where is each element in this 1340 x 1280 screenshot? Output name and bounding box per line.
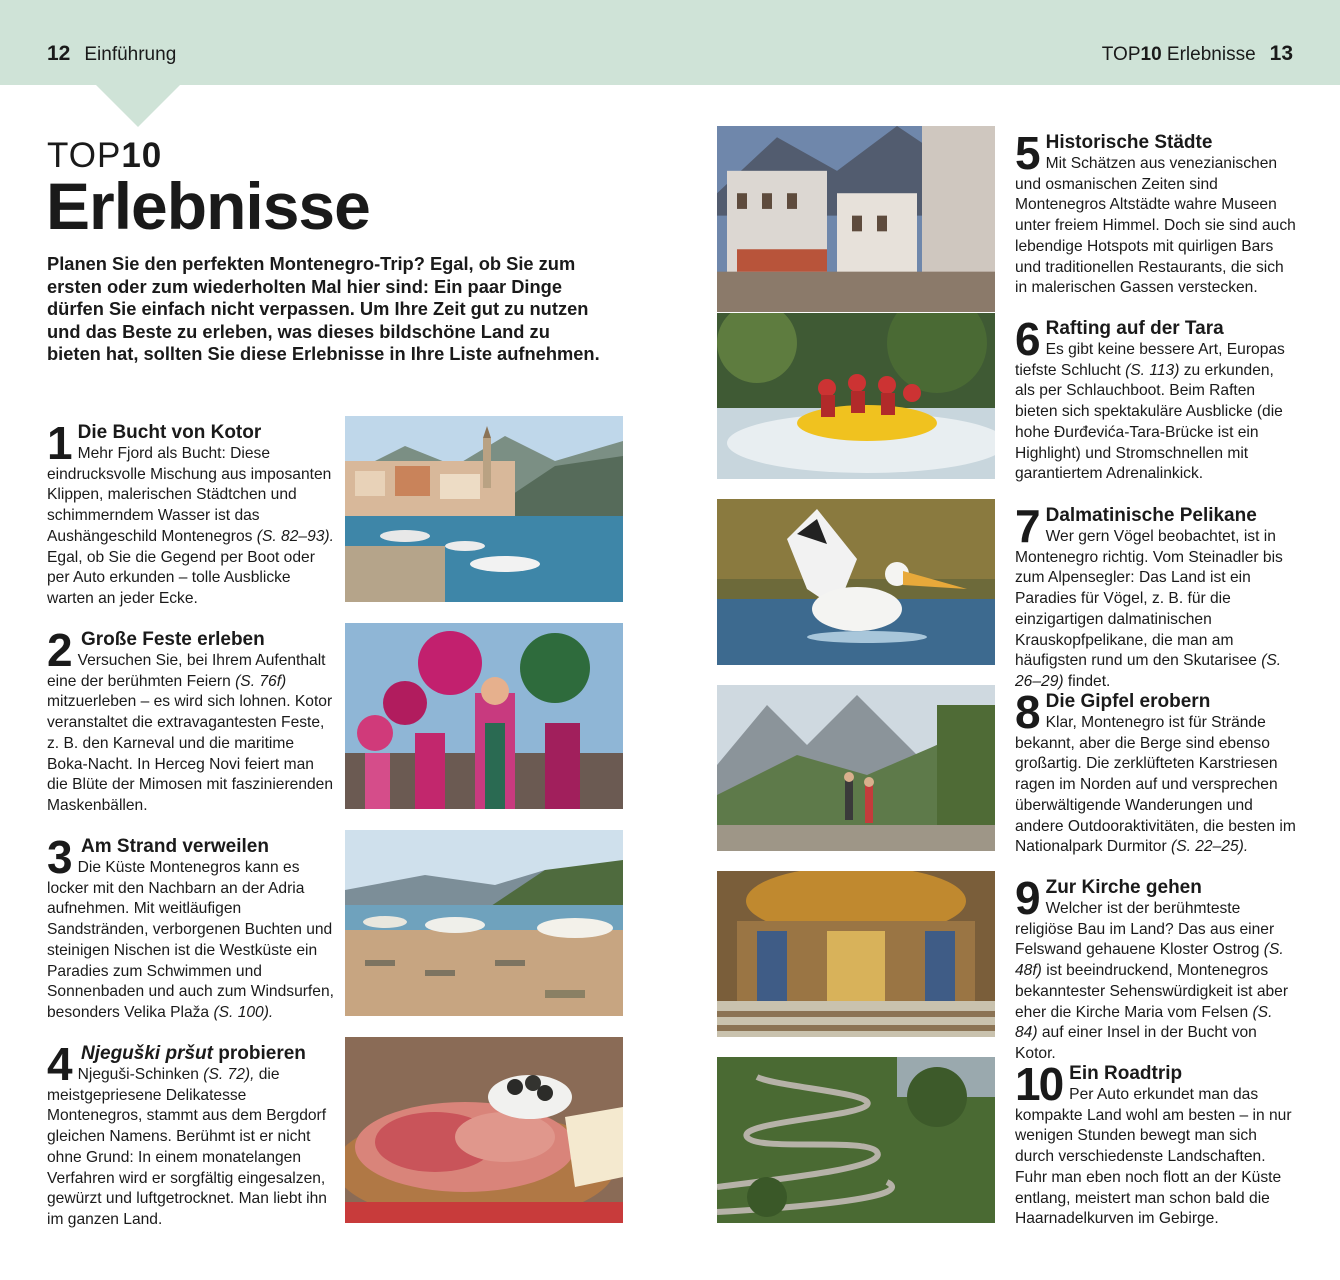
right-section-top: TOP: [1101, 44, 1141, 65]
rafting-photo: [717, 313, 995, 479]
entry-text: Welcher ist der berühmteste religiöse Bau im Land? Das aus einer Felswand gehauene Kloster Ostrog: [1015, 900, 1275, 959]
entry-title: [81, 1043, 337, 1065]
entry-number: 2: [47, 624, 71, 676]
page-reference-2: (S. 84): [1015, 1003, 1273, 1042]
entry-number: 3: [47, 831, 71, 883]
page-reference: (S. 82–93).: [256, 527, 334, 545]
intro-paragraph: Planen Sie den perfekten Montenegro-Trip? Egal, ob Sie zum ersten oder zum wiederholten Mal hier sind: Ein paar Dinge dürfen Sie einfach nicht verpassen. Um Ihre Zeit gut zu nutzen und das Beste zu erleben, was dieses bildschöne Land zu bieten hat, sollten Sie diese Erlebnisse in Ihre Liste aufnehmen.: [47, 253, 600, 365]
left-page-number: 12: [47, 42, 71, 65]
right-section-rest: Erlebnisse: [1161, 44, 1256, 65]
entry-text: Mit Schätzen aus venezianischen und osmanischen Zeiten sind Montenegros Altstädte wahre Museen unter freiem Himmel. Doch sie sind auch lebendige Hotspots mit quirligen Bars und traditionellen Restaurants, die sich in malerischen Gassen verstecken.: [1015, 155, 1296, 297]
entry-title: Rafting auf der Tara: [1045, 318, 1224, 339]
entry-title: Zur Kirche gehen: [1045, 877, 1202, 898]
entry-1: [47, 417, 337, 610]
entry-title: Die Bucht von Kotor: [77, 422, 262, 443]
entry-title: Am Strand verweilen: [81, 836, 269, 857]
entry-number: 4: [47, 1038, 71, 1090]
entry-8: [1015, 686, 1297, 858]
entry-7: [1015, 500, 1297, 693]
entry-title: Dalmatinische Pelikane: [1045, 505, 1257, 526]
entry-number: 5: [1015, 127, 1039, 179]
serpentine-road-photo: [717, 1057, 995, 1223]
entry-number: 7: [1015, 500, 1039, 552]
church-interior-photo: [717, 871, 995, 1037]
right-page-number: 13: [1269, 42, 1293, 65]
festival-photo: [345, 623, 623, 809]
entry-number: 10: [1015, 1058, 1063, 1110]
entry-6: [1015, 313, 1297, 485]
entry-10: [1015, 1058, 1297, 1230]
left-section-label: Einführung: [84, 44, 177, 65]
kicker-top: TOP: [47, 136, 122, 175]
entry-3: [47, 831, 337, 1024]
header-pointer: [96, 85, 180, 127]
entry-title: Große Feste erleben: [81, 629, 265, 650]
page-reference: (S. 100).: [213, 1003, 274, 1021]
entry-text-cont: ist beeindruckend, Montenegros bekanntester Sehenswürdigkeit ist aber eher die Kirche Maria vom Felsen: [1015, 962, 1289, 1021]
entry-number: 8: [1015, 686, 1039, 738]
page-reference: (S. 72),: [203, 1066, 255, 1083]
entry-text: Njeguši-Schinken: [77, 1066, 204, 1083]
left-page-header: [47, 42, 176, 66]
page-title: Erlebnisse: [46, 169, 370, 243]
kicker-ten: 10: [121, 136, 163, 175]
entry-text: Versuchen Sie, bei Ihrem Aufenthalt eine der berühmten Feiern: [47, 652, 326, 690]
pelican-photo: [717, 499, 995, 665]
page-reference: (S. 76f): [235, 672, 287, 690]
entry-2: [47, 624, 337, 817]
entry-text: Mehr Fjord als Bucht: Diese eindrucksvolle Mischung aus imposanten Klippen, malerischen Städtchen und schimmerndem Wasser ist das Aushängeschild Montenegros: [47, 445, 332, 545]
page-reference: (S. 113): [1125, 361, 1180, 379]
entry-number: 9: [1015, 872, 1039, 924]
entry-5: [1015, 127, 1297, 299]
entry-title: Die Gipfel erobern: [1045, 691, 1211, 712]
entry-number: 1: [47, 417, 71, 469]
entry-9: [1015, 872, 1297, 1065]
entry-text-cont: mitzuerleben – es wird sich lohnen. Kotor veranstaltet die extravagantesten Feste, z. B. den Karneval und die maritime Boka-Nacht. In Herceg Novi feiert man die Blüte der Mimosen mit faszinierenden Maskenbällen.: [47, 693, 334, 814]
entry-title: Ein Roadtrip: [1069, 1063, 1183, 1084]
entry-text-cont: findet.: [1063, 672, 1111, 690]
entry-text: Es gibt keine bessere Art, Europas tiefste Schlucht: [1015, 341, 1285, 379]
kotor-bay-photo: [345, 416, 623, 602]
beach-photo: [345, 830, 623, 1016]
entry-text: Klar, Montenegro ist für Strände bekannt, aber die Berge sind ebenso großartig. Die zerklüfteten Karstriesen ragen im Norden auf und versprechen überwältigende Wanderungen und andere Outdooraktivitäten, die besten im Nationalpark Durmitor: [1015, 714, 1296, 856]
entry-text-cont: zu erkunden, als per Schlauchboot. Beim Raften bieten sich spektakuläre Ausblicke (die hohe Đurđevića-Tara-Brücke ist ein Highlight) und Stromschnellen mit garantiertem Adrenalinkick.: [1015, 361, 1283, 483]
entry-text: Die Küste Montenegros kann es locker mit den Nachbarn an der Adria aufnehmen. Mit weitläufigen Sandstränden, verborgenen Buchten und steinigen Nischen ist die Westküste ein Paradies zum Schwimmen und Sonnenbaden und auch zum Windsurfen, besonders Velika Plaža: [47, 859, 334, 1021]
old-town-photo: [717, 126, 995, 312]
entry-text: Wer gern Vögel beobachtet, ist in Montenegro richtig. Vom Steinadler bis zum Alpensegler: Das Land ist ein Paradies für Vögel, z. B. für die einzigartigen dalmatinischen Krauskopfpelikane, die man am häufigsten rund um den Skutarisee: [1015, 528, 1283, 670]
right-page-header: [1102, 42, 1293, 66]
entry-4: [47, 1038, 337, 1231]
entry-title: Historische Städte: [1045, 132, 1213, 153]
entry-text-cont: Egal, ob Sie die Gegend per Boot oder per Auto erkunden – tolle Ausblicke warten an jeder Ecke.: [47, 548, 315, 607]
page-reference: (S. 48f): [1015, 941, 1284, 980]
prosciutto-photo: [345, 1037, 623, 1223]
page-reference: (S. 22–25).: [1171, 838, 1249, 856]
entry-text-tail: auf einer Insel in der Bucht von Kotor.: [1015, 1024, 1257, 1062]
entry-text: Per Auto erkundet man das kompakte Land wohl am besten – in nur wenigen Stunden bewegt man sich durch verschiedenste Landschaften. Fuhr man eben noch flott an der Küste entlang, meistert man schon bald die Haarnadelkurven im Gebirge.: [1015, 1086, 1292, 1228]
entry-title-rest: probieren: [212, 1043, 306, 1064]
entry-text-cont: die meistgepriesene Delikatesse Montenegros, stammt aus dem Bergdorf gleichen Namens. Berühmt ist er nicht ohne Grund: In einem monatelangen Verfahren wird er sorgfältig eingesalzen, gewürzt und luftgetrocknet. Man liebt ihn im ganzen Land.: [47, 1066, 327, 1228]
page-reference: (S. 26–29): [1015, 652, 1282, 690]
mountains-photo: [717, 685, 995, 851]
right-section-ten: 10: [1140, 44, 1162, 65]
entry-title-italic: Njeguški pršut: [81, 1043, 213, 1064]
entry-number: 6: [1015, 313, 1039, 365]
